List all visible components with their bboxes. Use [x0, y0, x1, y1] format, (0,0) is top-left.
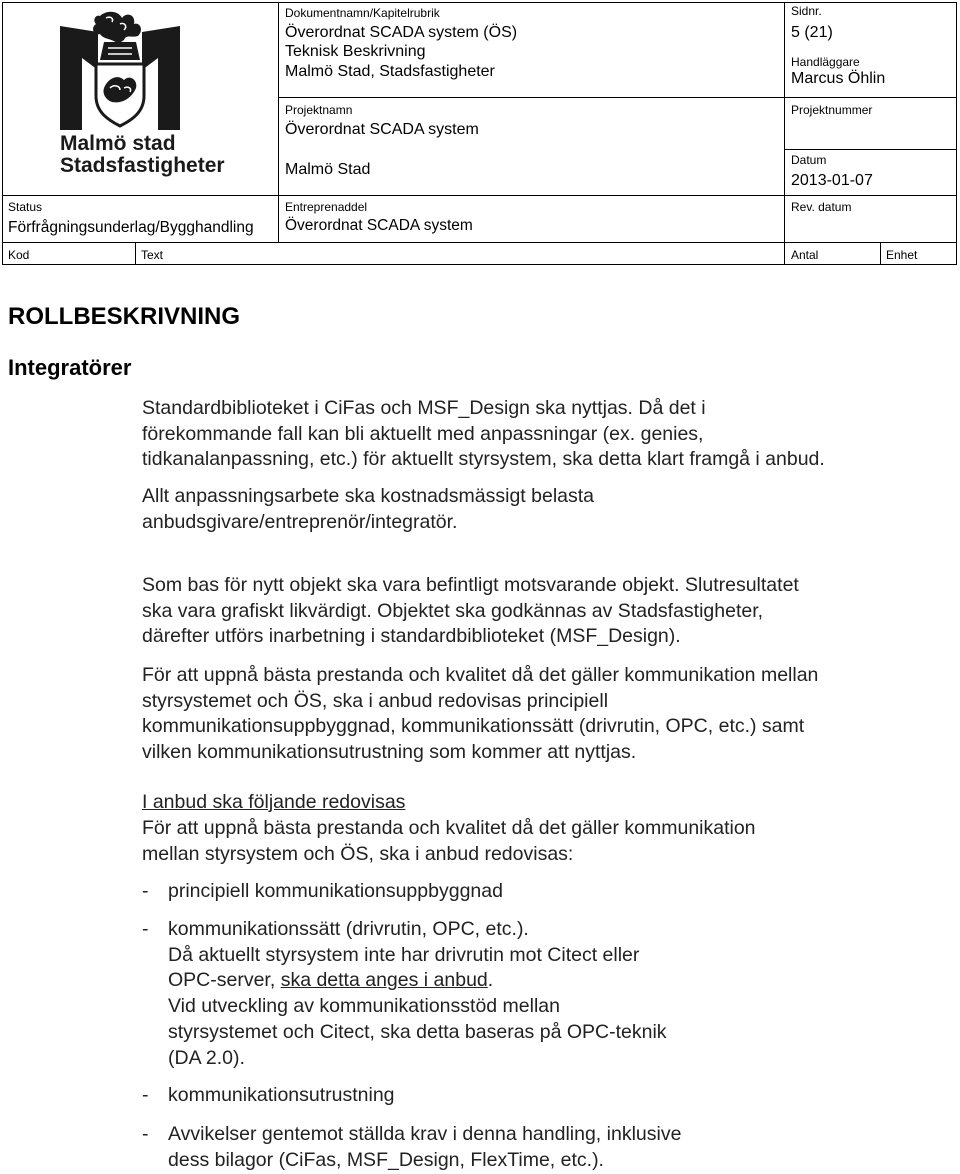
paragraph-4-line: mellan styrsystem och ÖS, ska i anbud redovisas: — [142, 842, 574, 865]
col-divider-enhet — [880, 242, 881, 264]
paragraph-2 — [142, 573, 799, 650]
paragraph-3-line: För att uppnå bästa prestanda och kvalitet då det gäller kommunikation mellan — [142, 664, 819, 686]
header-divider-right — [784, 2, 785, 242]
section-subtitle: Integratörer — [8, 355, 132, 380]
project-name-value: Överordnat SCADA system — [285, 121, 479, 138]
requirements-heading: I anbud ska följande redovisas — [142, 791, 406, 813]
doc-name-line2: Teknisk Beskrivning — [285, 43, 426, 60]
paragraph-3-line: vilken kommunikationsutrustning som kommer att nyttjas. — [142, 741, 637, 764]
paragraph-1-line: tidkanalanpassning, etc.) för aktuellt styrsystem, ska detta klart framgå i anbud. — [142, 448, 825, 471]
page-number-label: Sidnr. — [791, 4, 822, 18]
date-label: Datum — [791, 153, 827, 167]
bullet-item-2-line: styrsystemet och Citect, ska detta baseras på OPC-teknik — [168, 1020, 667, 1043]
rev-date-label: Rev. datum — [791, 200, 852, 214]
paragraph-3-line: styrsystemet och ÖS, ska i anbud redovisas principiell — [142, 689, 609, 712]
paragraph-2-line: därefter utförs inarbetning i standardbiblioteket (MSF_Design). — [142, 625, 681, 648]
paragraph-4 — [142, 816, 756, 867]
header-top-border — [2, 2, 957, 3]
col-divider-antal — [784, 242, 785, 264]
doc-name-label: Dokumentnamn/Kapitelrubrik — [285, 6, 440, 20]
header-left-border — [2, 2, 3, 264]
malmo-stad-logo — [50, 8, 270, 190]
bullet-item-2-line — [168, 968, 667, 994]
paragraph-3-line: kommunikationsuppbyggnad, kommunikationssätt (drivrutin, OPC, etc.) samt — [142, 715, 805, 738]
col-divider-kod — [135, 242, 136, 264]
bullet-item-3: kommunikationsutrustning — [168, 1084, 395, 1106]
coat-of-arms-icon — [60, 8, 180, 130]
paragraph-4-line: För att uppnå bästa prestanda och kvalitet då det gäller kommunikation — [142, 817, 756, 839]
status-value: Förfrågningsunderlag/Bygghandling — [8, 219, 254, 236]
bullet-item-2-line: Vid utveckling av kommunikationsstöd mellan — [168, 995, 560, 1018]
header-line-97 — [278, 97, 957, 98]
page-title: ROLLBESKRIVNING — [8, 303, 241, 330]
doc-name-line3: Malmö Stad, Stadsfastigheter — [285, 63, 495, 80]
paragraph-3 — [142, 663, 818, 766]
bullet-item-2-emphasis: ska detta anges i anbud — [280, 969, 488, 992]
header-line-149 — [784, 149, 957, 150]
project-name-label: Projektnamn — [285, 103, 353, 117]
paragraph-1 — [142, 396, 825, 473]
bullet-item-4-line: Avvikelser gentemot ställda krav i denna handling, inklusive — [168, 1123, 682, 1145]
doc-name-line1: Överordnat SCADA system (ÖS) — [285, 24, 518, 41]
bullet-dash: - — [142, 1123, 149, 1145]
paragraph-1-line: förekommande fall kan bli aktuellt med anpassningar (ex. genies, — [142, 422, 704, 445]
logo-line1: Malmö stad — [60, 132, 176, 155]
contract-value: Överordnat SCADA system — [285, 217, 473, 234]
handler-value: Marcus Öhlin — [791, 70, 886, 87]
paragraph-1b-line: Allt anpassningsarbete ska kostnadsmässigt belasta — [142, 485, 595, 507]
header-line-195 — [2, 195, 957, 196]
bullet-dash: - — [142, 918, 149, 940]
paragraph-1b-line: anbudsgivare/entreprenör/integratör. — [142, 510, 458, 533]
bullet-dash: - — [142, 1084, 149, 1106]
handler-label: Handläggare — [791, 55, 860, 69]
paragraph-2-line: ska vara grafiskt likvärdigt. Objektet ska godkännas av Stadsfastigheter, — [142, 599, 764, 622]
status-label: Status — [8, 200, 43, 214]
col-header-antal: Antal — [791, 248, 819, 262]
bullet-item-1: principiell kommunikationsuppbyggnad — [168, 880, 503, 902]
paragraph-1b — [142, 484, 594, 535]
header-line-242 — [2, 242, 957, 243]
col-header-enhet: Enhet — [886, 248, 918, 262]
col-header-text: Text — [141, 248, 164, 262]
bullet-item-2 — [168, 917, 667, 1071]
bullet-item-2-text: . — [487, 969, 494, 992]
contract-label: Entreprenaddel — [285, 200, 368, 214]
client-value: Malmö Stad — [285, 161, 371, 178]
paragraph-1-line: Standardbiblioteket i CiFas och MSF_Design ska nyttjas. Då det i — [142, 397, 706, 419]
logo-line2: Stadsfastigheter — [60, 154, 225, 177]
col-header-kod: Kod — [8, 248, 30, 262]
paragraph-2-line: Som bas för nytt objekt ska vara befintligt motsvarande objekt. Slutresultatet — [142, 574, 799, 596]
bullet-item-2-line: (DA 2.0). — [168, 1046, 245, 1069]
project-number-label: Projektnummer — [791, 103, 873, 117]
header-right-border — [956, 2, 957, 264]
page-number-value: 5 (21) — [791, 24, 833, 41]
bullet-item-2-text: OPC-server, — [168, 969, 281, 992]
header-divider-logo — [278, 2, 279, 242]
date-value: 2013-01-07 — [791, 172, 873, 189]
bullet-item-4 — [168, 1122, 681, 1173]
bullet-item-4-line: dess bilagor (CiFas, MSF_Design, FlexTime, etc.). — [168, 1148, 604, 1171]
header-line-264 — [2, 264, 957, 265]
bullet-item-2-line: Då aktuellt styrsystem inte har drivrutin mot Citect eller — [168, 943, 640, 966]
bullet-item-2-line: kommunikationssätt (drivrutin, OPC, etc.). — [168, 918, 529, 940]
bullet-dash: - — [142, 880, 149, 902]
